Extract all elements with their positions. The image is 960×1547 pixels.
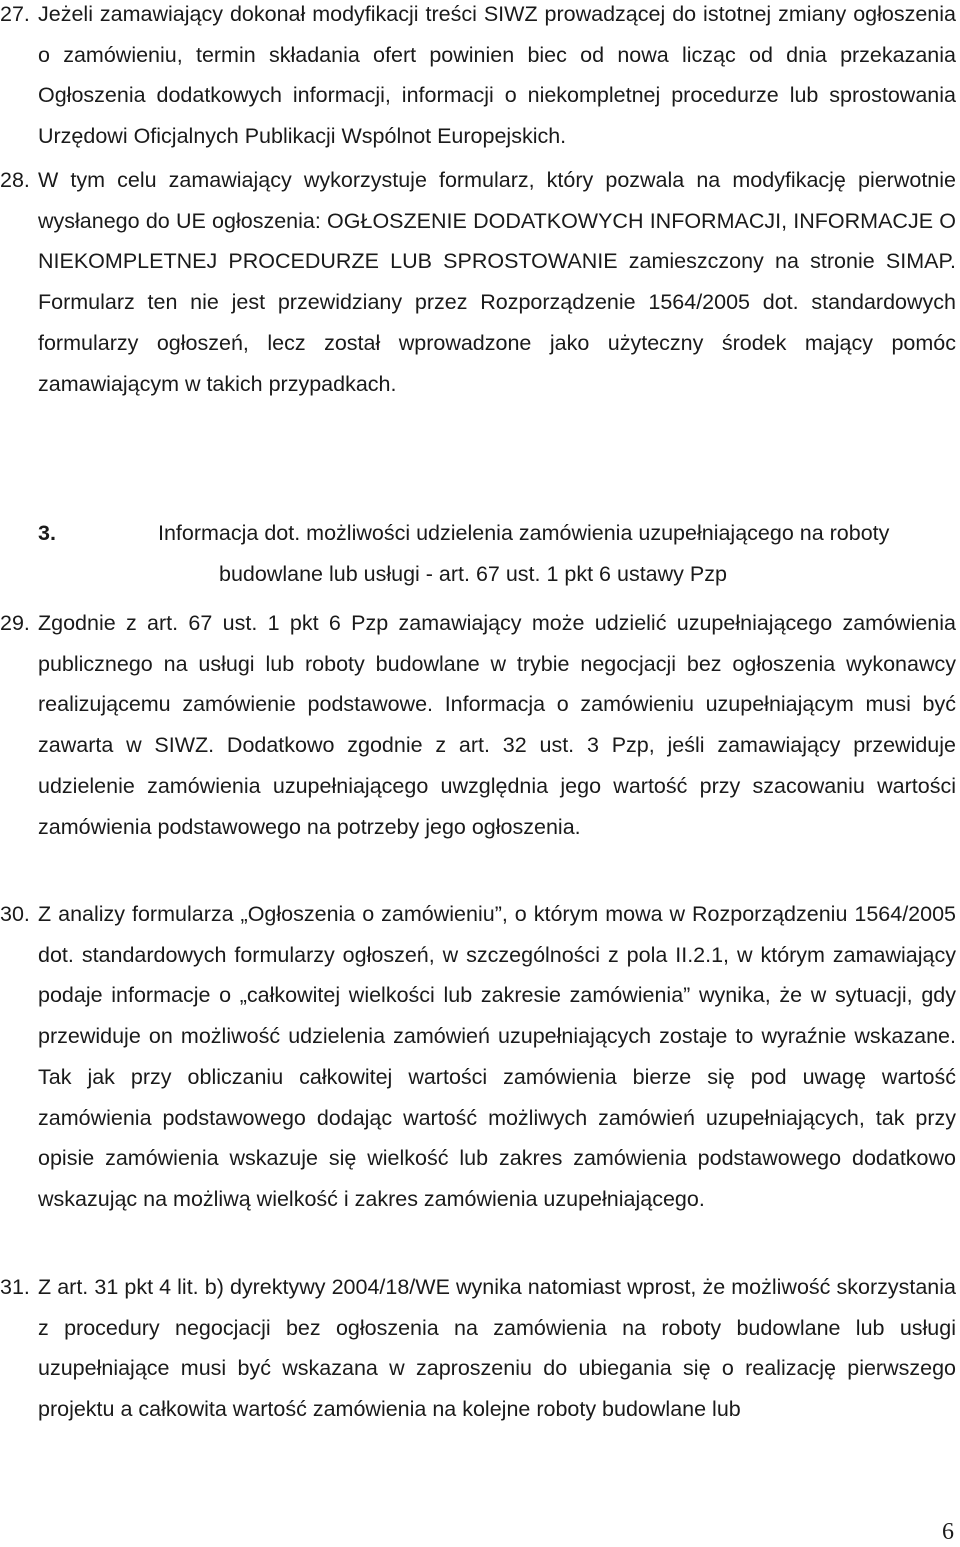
paragraph-text: W tym celu zamawiający wykorzystuje formularz, który pozwala na modyfikację pierwotnie wysłanego do UE ogłoszenia: OGŁOSZENIE DODATKOWYCH INFORMACJI, INFORMACJE O NIEKOMPLETNEJ PROCEDURZE LUB SPROSTOWANIE zamieszczony na stronie SIMAP. Formularz ten nie jest przewidziany przez Rozporządzenie 1564/2005 dot. standardowych formularzy ogłoszeń, lecz został wprowadzone jako użyteczny środek mający pomóc zamawiającym w takich przypadkach. xyxy=(38,168,956,396)
section-title-line-1: Informacja dot. możliwości udzielenia zamówienia uzupełniającego na roboty xyxy=(158,521,890,545)
paragraph-number: 31. xyxy=(0,1275,30,1299)
paragraph-31 xyxy=(0,1267,956,1430)
paragraph-29 xyxy=(0,603,956,847)
paragraph-text: Zgodnie z art. 67 ust. 1 pkt 6 Pzp zamawiający może udzielić uzupełniającego zamówienia publicznego na usługi lub roboty budowlane w trybie negocjacji bez ogłoszenia wykonawcy realizującemu zamówienie podstawowe. Informacja o zamówieniu uzupełniającym musi być zawarta w SIWZ. Dodatkowo zgodnie z art. 32 ust. 3 Pzp, jeśli zamawiający przewiduje udzielenie zamówienia uzupełniającego uwzględnia jego wartość przy szacowaniu wartości zamówienia podstawowego na potrzeby jego ogłoszenia. xyxy=(38,611,956,839)
section-heading xyxy=(38,513,958,594)
section-number: 3. xyxy=(38,521,56,545)
paragraph-number: 27. xyxy=(0,2,30,26)
paragraph-number: 28. xyxy=(0,168,30,192)
paragraph-28 xyxy=(0,160,956,404)
paragraph-30 xyxy=(0,894,956,1220)
page-number: 6 xyxy=(942,1519,954,1545)
paragraph-text: Z art. 31 pkt 4 lit. b) dyrektywy 2004/18/WE wynika natomiast wprost, że możliwość skorzystania z procedury negocjacji bez ogłoszenia na zamówienia na roboty budowlane lub usługi uzupełniające musi być wskazana w zaproszeniu do ubiegania się o realizację pierwszego projektu a całkowita wartość zamówienia na kolejne roboty budowlane lub xyxy=(38,1275,956,1422)
paragraph-27 xyxy=(0,0,956,157)
paragraph-number: 30. xyxy=(0,902,30,926)
paragraph-text: Z analizy formularza „Ogłoszenia o zamówieniu”, o którym mowa w Rozporządzeniu 1564/2005 dot. standardowych formularzy ogłoszeń, w szczególności z pola II.2.1, w którym zamawiający podaje informacje o „całkowitej wielkości lub zakresie zamówienia” wynika, że w sytuacji, gdy przewiduje on możliwość udzielenia zamówień uzupełniających zostaje to wyraźnie wskazane. Tak jak przy obliczaniu całkowitej wartości zamówienia bierze się pod uwagę wartość zamówienia podstawowego dodając wartość możliwych zamówień uzupełniających, tak przy opisie zamówienia wskazuje się wielkość lub zakres zamówienia podstawowego dodatkowo wskazując na możliwą wielkość i zakres zamówienia uzupełniającego. xyxy=(38,902,956,1211)
paragraph-text: Jeżeli zamawiający dokonał modyfikacji treści SIWZ prowadzącej do istotnej zmiany ogłoszenia o zamówieniu, termin składania ofert powinien biec od nowa licząc od dnia przekazania Ogłoszenia dodatkowych informacji, informacji o niekompletnej procedurze lub sprostowania Urzędowi Oficjalnych Publikacji Wspólnot Europejskich. xyxy=(38,2,956,149)
paragraph-number: 29. xyxy=(0,611,30,635)
section-title-line-2: budowlane lub usługi - art. 67 ust. 1 pkt 6 ustawy Pzp xyxy=(219,561,727,586)
